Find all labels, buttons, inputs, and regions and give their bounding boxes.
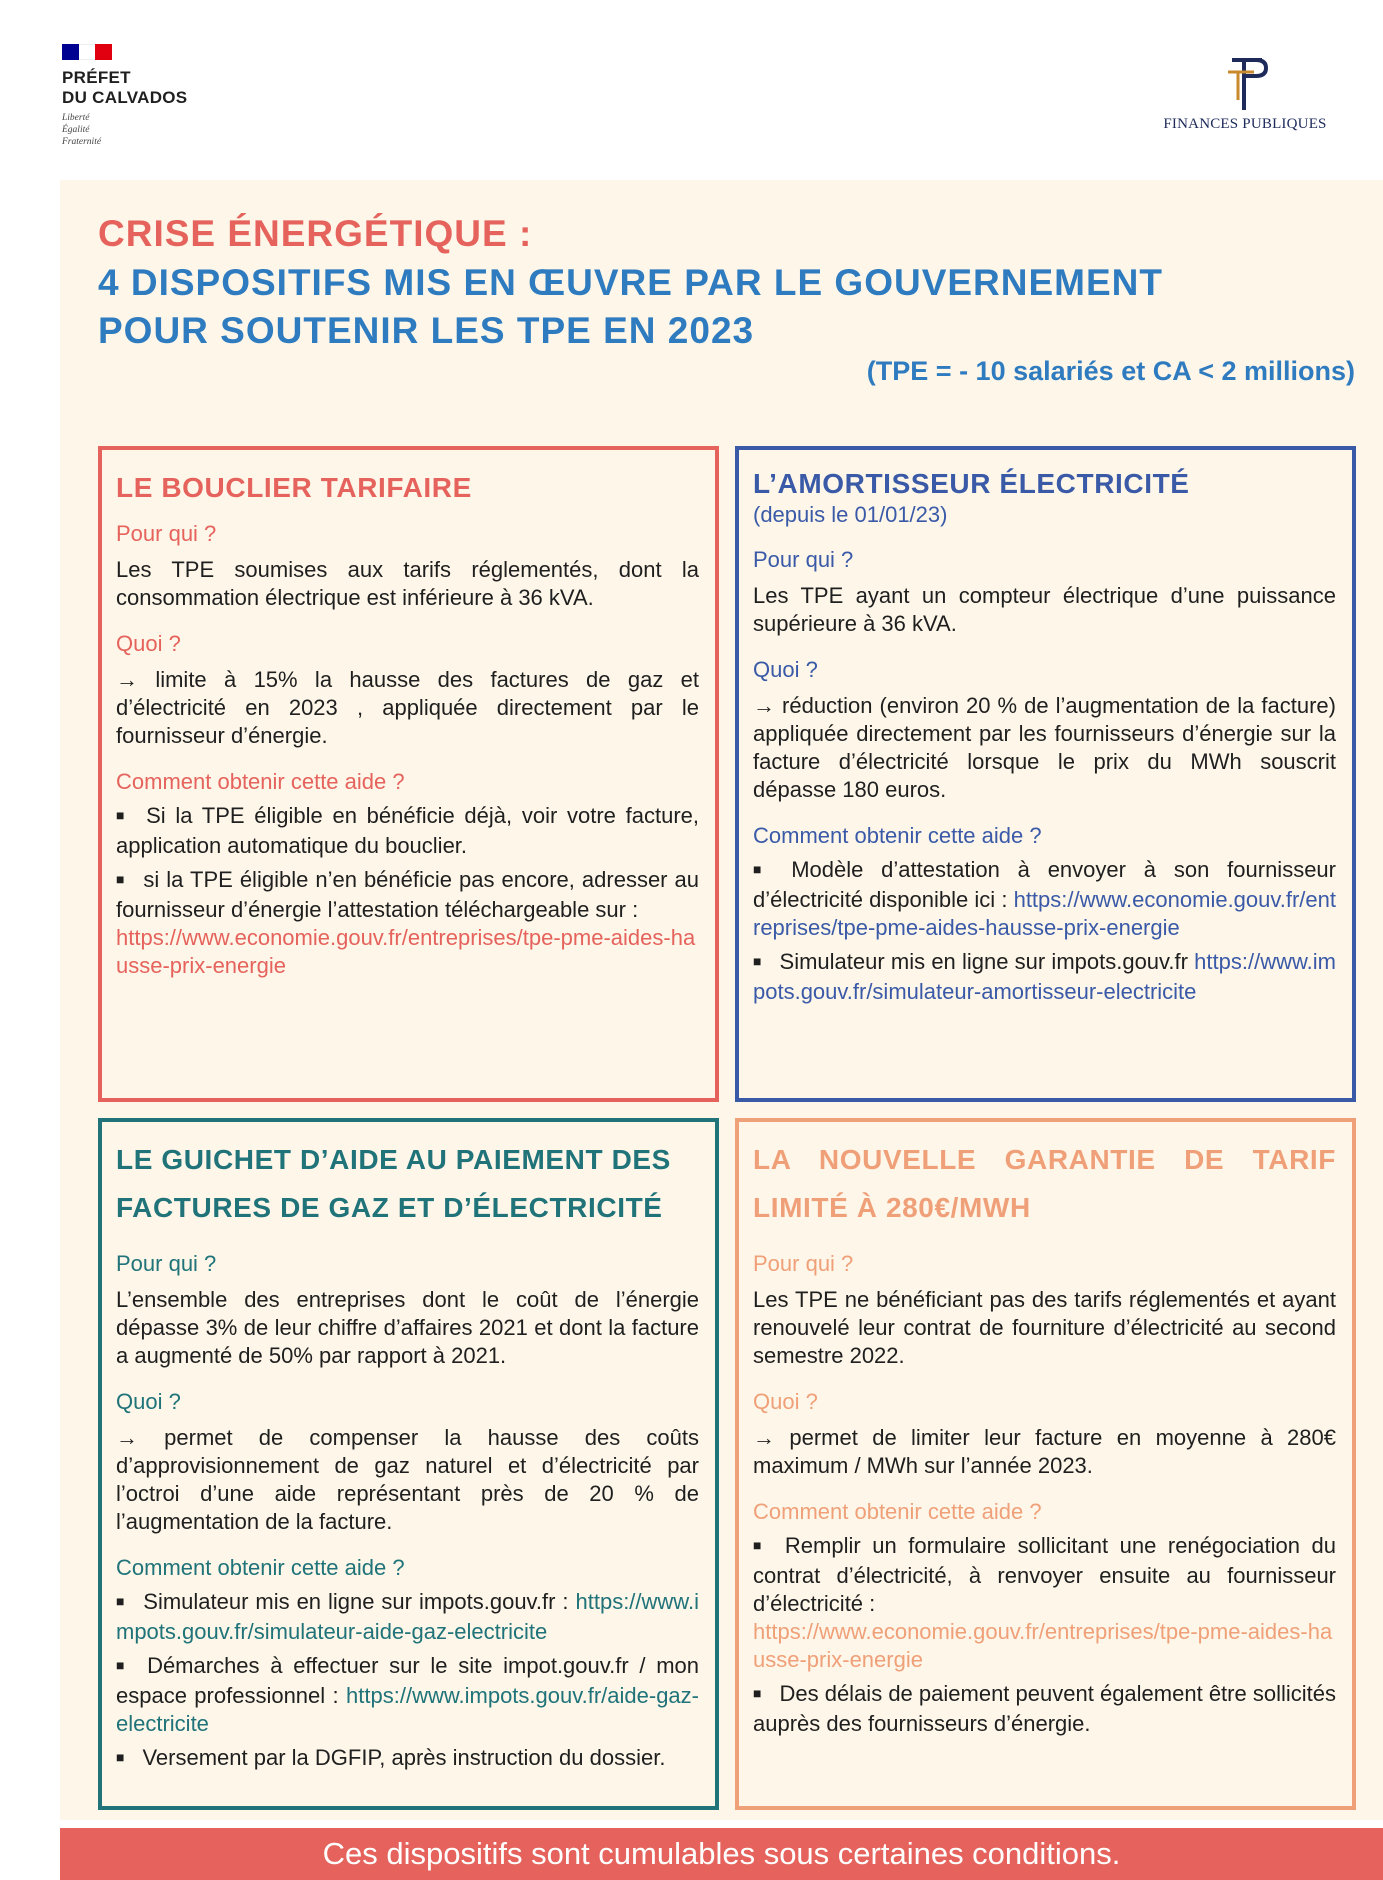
box-title xyxy=(116,1136,699,1232)
quoi-text: → permet de compenser la hausse des coûts d’approvisionnement de gaz naturel et d’électricité par l’octroi d’une aide représentant près de 20 % de l’augmentation de la facture. xyxy=(116,1425,699,1534)
bullet-icon: ■ xyxy=(753,861,774,877)
prefet-line2: DU CALVADOS xyxy=(62,88,188,107)
quoi-text: → réduction (environ 20 % de l’augmentation de la facture) appliquée directement par les fournisseurs d’énergie sur la facture d’électricité lorsque le prix du MWh souscrit dépasse 180 euros. xyxy=(753,693,1336,802)
guichet-aide-box xyxy=(98,1118,719,1810)
box-title-line2: LIMITÉ À 280€/MWH xyxy=(753,1192,1031,1223)
finances-publiques-label: FINANCES PUBLIQUES xyxy=(1163,116,1327,132)
quoi-text: → permet de limiter leur facture en moyenne à 280€ maximum / MWh sur l’année 2023. xyxy=(753,1425,1336,1478)
prefet-logo xyxy=(62,44,187,148)
comment-heading: Comment obtenir cette aide ? xyxy=(753,823,1042,848)
garantie-tarif-box xyxy=(735,1118,1356,1810)
fp-monogram-icon xyxy=(1222,52,1268,114)
quoi-heading: Quoi ? xyxy=(116,1389,181,1414)
comment-heading: Comment obtenir cette aide ? xyxy=(753,1499,1042,1524)
prefet-name xyxy=(62,68,187,108)
bullet-icon: ■ xyxy=(753,1685,762,1701)
quoi-heading: Quoi ? xyxy=(753,1389,818,1414)
list-item xyxy=(116,1588,699,1646)
list-item-text: Simulateur mis en ligne sur impots.gouv.fr xyxy=(779,949,1188,974)
french-flag-icon xyxy=(62,44,112,60)
pour-qui-text: Les TPE ayant un compteur électrique d’une puissance supérieure à 36 kVA. xyxy=(753,583,1336,636)
list-item-text: Des délais de paiement peuvent également être sollicités auprès des fournisseurs d’énergie. xyxy=(753,1681,1336,1736)
comment-heading: Comment obtenir cette aide ? xyxy=(116,1555,405,1580)
list-item-text: Modèle d’attestation à envoyer à son fournisseur d’électricité disponible ici : xyxy=(753,857,1336,912)
bullet-icon: ■ xyxy=(116,1749,125,1765)
economie-link[interactable]: https://www.economie.gouv.fr/entreprises/tpe-pme-aides-hausse-prix-energie xyxy=(753,887,1336,940)
tpe-definition: (TPE = - 10 salariés et CA < 2 millions) xyxy=(866,356,1355,386)
motto-egalite: Égalité xyxy=(62,125,90,135)
box-title-line1: LA NOUVELLE GARANTIE DE TARIF xyxy=(753,1144,1336,1175)
list-item xyxy=(116,1744,699,1774)
list-item xyxy=(753,948,1336,1006)
economie-link[interactable]: https://www.economie.gouv.fr/entreprises/tpe-pme-aides-hausse-prix-energie xyxy=(753,1619,1333,1672)
bullet-icon: ■ xyxy=(753,953,762,969)
motto-liberte: Liberté xyxy=(62,113,90,123)
list-item-text: Si la TPE éligible en bénéficie déjà, voir votre facture, application automatique du bouclier. xyxy=(116,803,699,858)
list-item-text: Démarches à effectuer sur le site impot.gouv.fr / mon espace professionnel : xyxy=(116,1653,699,1708)
list-item xyxy=(753,1680,1336,1738)
bouclier-tarifaire-box xyxy=(98,446,719,1102)
quoi-text: → limite à 15% la hausse des factures de gaz et d’électricité en 2023 , appliquée directement par le fournisseur d’énergie. xyxy=(116,667,699,748)
economie-link[interactable]: https://www.economie.gouv.fr/entreprises/tpe-pme-aides-hausse-prix-energie xyxy=(116,925,696,978)
list-item-text: Simulateur mis en ligne sur impots.gouv.fr : xyxy=(143,1589,569,1614)
list-item xyxy=(116,802,699,860)
bullet-icon: ■ xyxy=(753,1537,767,1553)
bullet-icon: ■ xyxy=(116,1657,130,1673)
bullet-icon: ■ xyxy=(116,871,126,887)
republic-motto xyxy=(62,112,187,148)
impots-simulateur-link[interactable]: https://www.impots.gouv.fr/simulateur-amortisseur-electricite xyxy=(753,949,1336,1004)
pour-qui-text: Les TPE soumises aux tarifs réglementés, dont la consommation électrique est inférieure à 36 kVA. xyxy=(116,557,699,610)
box-title: L’AMORTISSEUR ÉLECTRICITÉ xyxy=(753,468,1190,499)
box-title-line2: FACTURES DE GAZ ET D’ÉLECTRICITÉ xyxy=(116,1192,663,1223)
motto-fraternite: Fraternité xyxy=(62,137,102,147)
pour-qui-heading: Pour qui ? xyxy=(116,521,217,546)
amortisseur-electricite-box xyxy=(735,446,1356,1102)
list-item-text: Versement par la DGFIP, après instruction du dossier. xyxy=(142,1745,666,1770)
title-line1: CRISE ÉNERGÉTIQUE : xyxy=(98,213,533,254)
impots-aide-link[interactable]: https://www.impots.gouv.fr/aide-gaz-electricite xyxy=(116,1683,699,1736)
bullet-icon: ■ xyxy=(116,807,129,823)
impots-simulateur-link[interactable]: https://www.impots.gouv.fr/simulateur-aide-gaz-electricite xyxy=(116,1589,699,1644)
pour-qui-heading: Pour qui ? xyxy=(753,1251,854,1276)
pour-qui-text: Les TPE ne bénéficiant pas des tarifs réglementés et ayant renouvelé leur contrat de fourniture d’électricité au second semestre 2022. xyxy=(753,1287,1336,1368)
list-item xyxy=(753,856,1336,942)
bullet-icon: ■ xyxy=(116,1593,126,1609)
quoi-heading: Quoi ? xyxy=(116,631,181,656)
quoi-heading: Quoi ? xyxy=(753,657,818,682)
box-title-line1: LE GUICHET D’AIDE AU PAIEMENT DES xyxy=(116,1144,671,1175)
list-item xyxy=(116,866,699,980)
box-date: (depuis le 01/01/23) xyxy=(753,502,948,527)
prefet-line1: PRÉFET xyxy=(62,68,131,87)
box-title: LE BOUCLIER TARIFAIRE xyxy=(116,472,472,503)
finances-publiques-logo xyxy=(1150,52,1340,133)
box-title xyxy=(753,1136,1336,1232)
list-item xyxy=(116,1652,699,1738)
title-line2: 4 DISPOSITIFS MIS EN ŒUVRE PAR LE GOUVERNEMENT xyxy=(98,262,1163,303)
pour-qui-heading: Pour qui ? xyxy=(753,547,854,572)
comment-heading: Comment obtenir cette aide ? xyxy=(116,769,405,794)
pour-qui-heading: Pour qui ? xyxy=(116,1251,217,1276)
footer-banner: Ces dispositifs sont cumulables sous certaines conditions. xyxy=(60,1828,1383,1880)
list-item-text: si la TPE éligible n’en bénéficie pas encore, adresser au fournisseur d’énergie l’attestation téléchargeable sur : xyxy=(116,867,699,922)
list-item-text: Remplir un formulaire sollicitant une renégociation du contrat d’électricité, à renvoyer ensuite au fournisseur d’électricité : xyxy=(753,1533,1336,1616)
list-item xyxy=(753,1532,1336,1674)
pour-qui-text: L’ensemble des entreprises dont le coût de l’énergie dépasse 3% de leur chiffre d’affaires 2021 et dont la facture a augmenté de 50% par rapport à 2021. xyxy=(116,1287,699,1368)
title-line3: POUR SOUTENIR LES TPE EN 2023 xyxy=(98,310,755,351)
